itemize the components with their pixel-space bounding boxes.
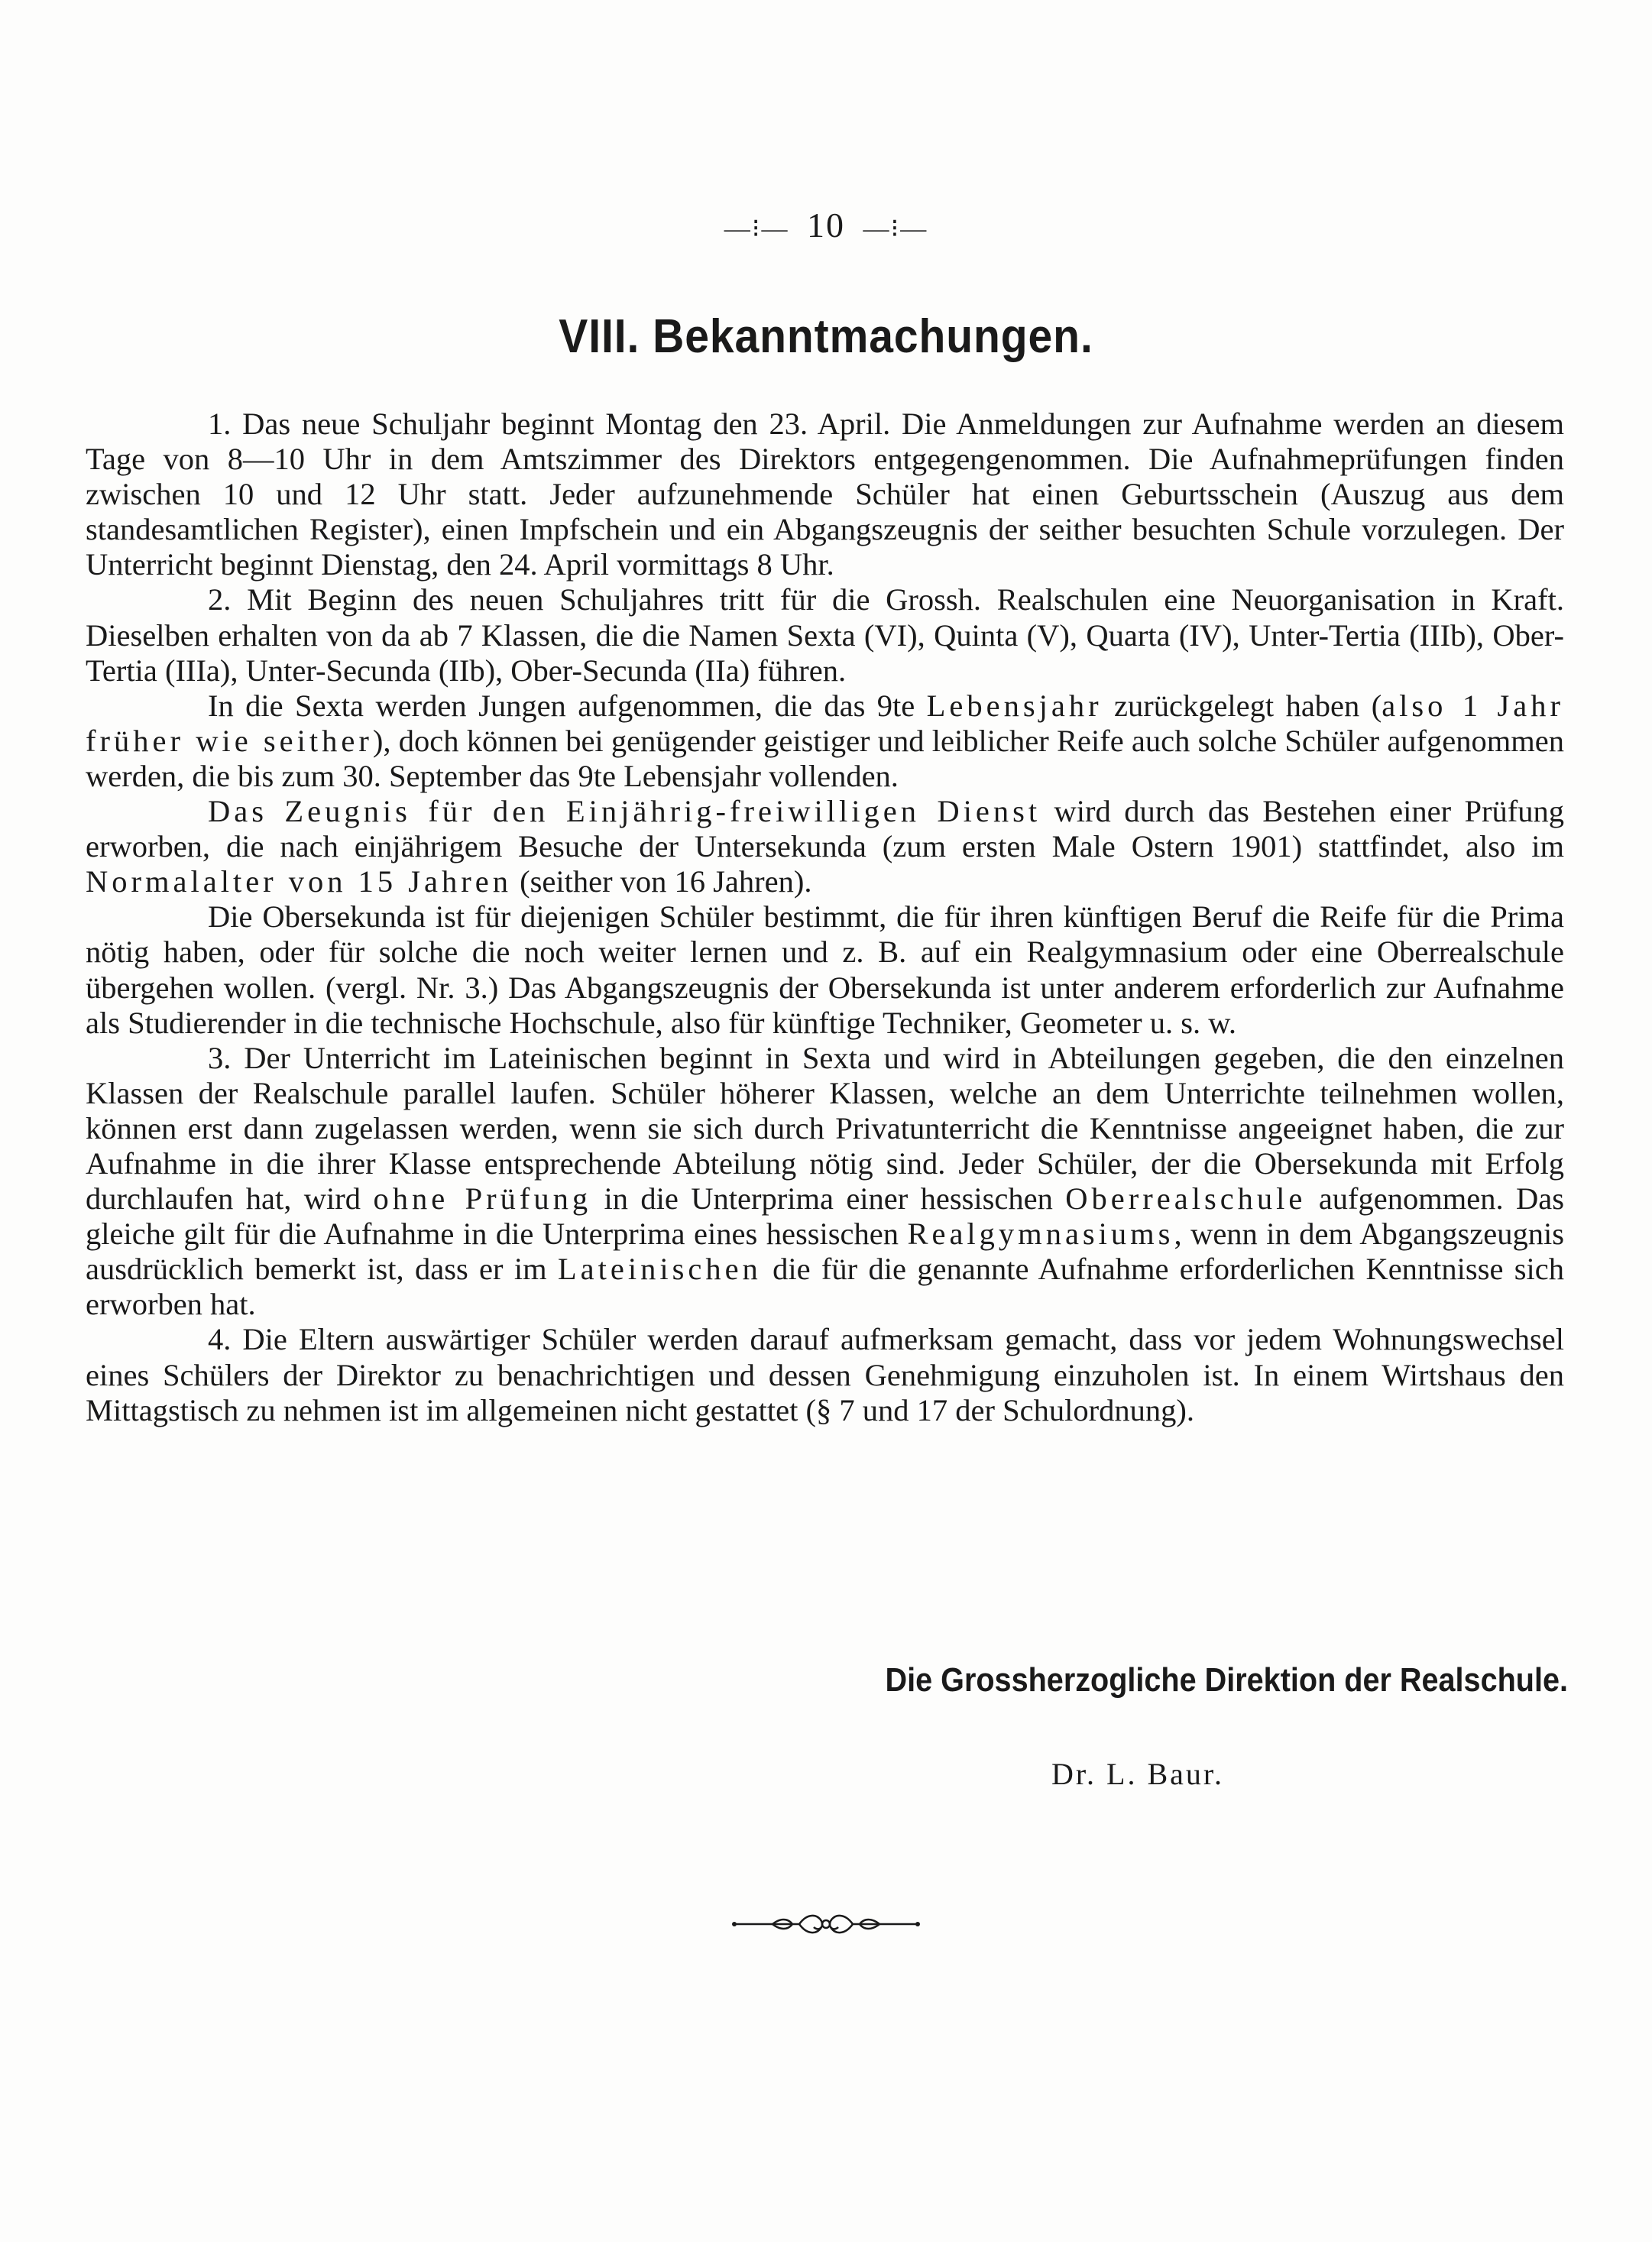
paragraph-1: 1. Das neue Schuljahr beginnt Montag den 23. April. Die Anmeldungen zur Aufnahme werden an diesem Tage von 8—10 Uhr in dem Amtszimmer des Direktors entgegengenommen. Die Aufnahmeprüfungen finden zwischen 10 und 12 Uhr statt. Jeder aufzunehmende Schüler hat einen Geburtsschein (Auszug aus dem standesamtlichen Register), einen Impfschein und ein Abgangszeugnis der seither besuchten Schule vorzulegen. Der Unterricht beginnt Dienstag, den 24. April vormittags 8 Uhr. bbox=[86, 407, 1564, 582]
body-text bbox=[86, 407, 1564, 1428]
page-header bbox=[0, 205, 1652, 245]
p4-text-d: (seither von 16 Jahren). bbox=[511, 864, 812, 899]
p6-text-g: , wenn in dem Abgangszeugnis ausdrücklich bemerkt ist, dass er im bbox=[86, 1217, 1565, 1287]
p3-text-e: ), doch können bei genügender geistiger und leiblicher Reife auch solche Schüler aufgenommen werden, die bis zum 30. September das 9te Lebensjahr vollenden. bbox=[86, 723, 1564, 793]
ornament-left-icon: —⁝— bbox=[724, 215, 789, 244]
paragraph-4 bbox=[86, 794, 1564, 899]
p4-spaced-c: Normalalter von 15 Jahren bbox=[86, 864, 512, 899]
p6-spaced-f: Realgymnasiums bbox=[907, 1217, 1174, 1252]
p4-spaced-a: Das Zeugnis für den Einjährig-freiwilligen Dienst bbox=[208, 794, 1041, 829]
paragraph-3 bbox=[86, 688, 1564, 794]
paragraph-6 bbox=[86, 1041, 1564, 1323]
p6-spaced-d: Oberrealschule bbox=[1065, 1181, 1307, 1217]
p3-spaced-b: Lebensjahr bbox=[926, 688, 1103, 723]
paragraph-7: 4. Die Eltern auswärtiger Schüler werden darauf aufmerksam gemacht, dass vor jedem Wohnungswechsel eines Schülers der Direktor zu benachrichtigen und dessen Genehmigung einzuholen ist. In einem Wirtshaus den Mittagstisch zu nehmen ist im allgemeinen nicht gestattet (§ 7 und 17 der Schulordnung). bbox=[86, 1322, 1564, 1427]
ornament-right-icon: —⁝— bbox=[863, 215, 928, 244]
p3-text-c: zurückgelegt haben ( bbox=[1102, 688, 1382, 723]
p6-spaced-b: ohne Prüfung bbox=[373, 1181, 592, 1217]
signature-organization: Die Grossherzogliche Direktion der Realschule. bbox=[885, 1661, 1568, 1699]
p6-text-i: die für die genannte Aufnahme erforderlichen Kenntnisse sich erworben hat. bbox=[86, 1252, 1564, 1322]
p6-text-a: 3. Der Unterricht im Lateinischen beginnt in Sexta und wird in Abteilungen gegeben, die den einzelnen Klassen der Realschule parallel laufen. Schüler höherer Klassen, welche an dem Unterrichte teilnehmen wollen, können erst dann zugelassen werden, wenn sie sich durch Privatunterricht die Kenntnisse angeeignet haben, die zur Aufnahme in die ihrer Klasse entsprechende Abteilung nötig sind. Jeder Schüler, der die Obersekunda mit Erfolg durchlaufen hat, wird bbox=[86, 1040, 1564, 1217]
p4-text-b: wird durch das Bestehen einer Prüfung erworben, die nach einjährigem Besuche der Untersekunda (zum ersten Male Ostern 1901) stattfindet, also im bbox=[86, 794, 1564, 864]
paragraph-5: Die Obersekunda ist für diejenigen Schüler bestimmt, die für ihren künftigen Beruf die Reife für die Prima nötig haben, oder für solche die noch weiter lernen und z. B. auf ein Realgymnasium oder eine Oberrealschule übergehen wollen. (vergl. Nr. 3.) Das Abgangszeugnis der Obersekunda ist unter anderem erforderlich zur Aufnahme als Studierender in die technische Hochschule, also für künftige Techniker, Geometer u. s. w. bbox=[86, 899, 1564, 1040]
p3-text-a: In die Sexta werden Jungen aufgenommen, die das 9te bbox=[208, 688, 927, 723]
section-title: VIII. Bekanntmachungen. bbox=[559, 310, 1093, 363]
p6-spaced-h: Lateinischen bbox=[557, 1252, 762, 1287]
p3-spaced-d: also 1 Jahr früher wie seither bbox=[86, 688, 1564, 758]
page-number: 10 bbox=[807, 206, 845, 245]
p6-text-e: aufgenommen. Das gleiche gilt für die Aufnahme in die Unterprima eines hessischen bbox=[86, 1181, 1564, 1252]
paragraph-2: 2. Mit Beginn des neuen Schuljahres tritt für die Grossh. Realschulen eine Neuorganisation in Kraft. Dieselben erhalten von da ab 7 Klassen, die die Namen Sexta (VI), Quinta (V), Quarta (IV), Unter-Tertia (IIIb), Ober-Tertia (IIIa), Unter-Secunda (IIb), Ober-Secunda (IIa) führen. bbox=[86, 582, 1564, 688]
fleuron-ornament-icon bbox=[0, 1909, 1652, 1943]
p6-text-c: in die Unterprima einer hessischen bbox=[591, 1181, 1066, 1217]
signature-name: Dr. L. Baur. bbox=[1051, 1757, 1224, 1791]
